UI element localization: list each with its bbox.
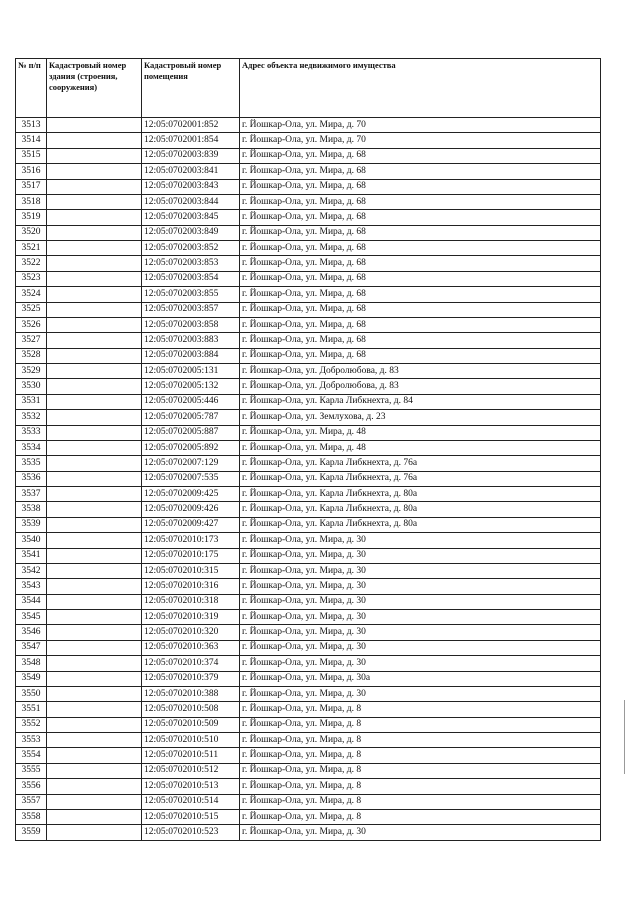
premises-cadastral-cell: 12:05:0702010:318 <box>142 594 240 609</box>
table-row <box>16 348 601 363</box>
building-cadastral-cell <box>47 656 142 671</box>
address-cell: г. Йошкар-Ола, ул. Добролюбова, д. 83 <box>240 379 601 394</box>
building-cadastral-cell <box>47 133 142 148</box>
row-number-cell: 3518 <box>16 194 47 209</box>
building-cadastral-cell <box>47 287 142 302</box>
scan-margin-mark <box>624 700 625 774</box>
row-number-cell: 3538 <box>16 502 47 517</box>
address-cell: г. Йошкар-Ола, ул. Мира, д. 68 <box>240 148 601 163</box>
row-number-cell: 3514 <box>16 133 47 148</box>
table-row <box>16 809 601 824</box>
table-row <box>16 487 601 502</box>
premises-cadastral-cell: 12:05:0702010:173 <box>142 533 240 548</box>
row-number-cell: 3531 <box>16 394 47 409</box>
table-row <box>16 625 601 640</box>
building-cadastral-cell <box>47 517 142 532</box>
premises-cadastral-cell: 12:05:0702010:315 <box>142 563 240 578</box>
table-row <box>16 456 601 471</box>
row-number-cell: 3557 <box>16 794 47 809</box>
row-number-cell: 3552 <box>16 717 47 732</box>
building-cadastral-cell <box>47 456 142 471</box>
building-cadastral-cell <box>47 702 142 717</box>
premises-cadastral-cell: 12:05:0702010:316 <box>142 579 240 594</box>
table-row <box>16 133 601 148</box>
row-number-cell: 3554 <box>16 748 47 763</box>
premises-cadastral-cell: 12:05:0702005:892 <box>142 440 240 455</box>
row-number-cell: 3521 <box>16 241 47 256</box>
address-cell: г. Йошкар-Ола, ул. Мира, д. 30 <box>240 533 601 548</box>
premises-cadastral-cell: 12:05:0702010:319 <box>142 610 240 625</box>
building-cadastral-cell <box>47 379 142 394</box>
address-cell: г. Йошкар-Ола, ул. Мира, д. 68 <box>240 333 601 348</box>
address-cell: г. Йошкар-Ола, ул. Мира, д. 8 <box>240 733 601 748</box>
building-cadastral-cell <box>47 179 142 194</box>
building-cadastral-cell <box>47 579 142 594</box>
address-cell: г. Йошкар-Ола, ул. Добролюбова, д. 83 <box>240 364 601 379</box>
address-cell: г. Йошкар-Ола, ул. Мира, д. 48 <box>240 425 601 440</box>
building-cadastral-cell <box>47 225 142 240</box>
property-register-table <box>15 58 601 841</box>
table-row <box>16 394 601 409</box>
premises-cadastral-cell: 12:05:0702003:854 <box>142 271 240 286</box>
premises-cadastral-cell: 12:05:0702005:446 <box>142 394 240 409</box>
building-cadastral-cell <box>47 733 142 748</box>
premises-cadastral-cell: 12:05:0702010:510 <box>142 733 240 748</box>
premises-cadastral-cell: 12:05:0702005:132 <box>142 379 240 394</box>
row-number-cell: 3556 <box>16 779 47 794</box>
address-cell: г. Йошкар-Ола, ул. Мира, д. 68 <box>240 302 601 317</box>
premises-cadastral-cell: 12:05:0702010:511 <box>142 748 240 763</box>
building-cadastral-cell <box>47 502 142 517</box>
row-number-cell: 3558 <box>16 809 47 824</box>
table-row <box>16 271 601 286</box>
building-cadastral-cell <box>47 594 142 609</box>
row-number-cell: 3544 <box>16 594 47 609</box>
building-cadastral-cell <box>47 256 142 271</box>
table-row <box>16 148 601 163</box>
header-property-address: Адрес объекта недвижимого имущества <box>240 59 601 118</box>
address-cell: г. Йошкар-Ола, ул. Мира, д. 30 <box>240 825 601 840</box>
row-number-cell: 3546 <box>16 625 47 640</box>
building-cadastral-cell <box>47 164 142 179</box>
row-number-cell: 3545 <box>16 610 47 625</box>
row-number-cell: 3551 <box>16 702 47 717</box>
building-cadastral-cell <box>47 302 142 317</box>
building-cadastral-cell <box>47 563 142 578</box>
header-row-number: № п/п <box>16 59 47 118</box>
table-row <box>16 579 601 594</box>
premises-cadastral-cell: 12:05:0702003:841 <box>142 164 240 179</box>
table-row <box>16 502 601 517</box>
premises-cadastral-cell: 12:05:0702010:374 <box>142 656 240 671</box>
building-cadastral-cell <box>47 717 142 732</box>
building-cadastral-cell <box>47 610 142 625</box>
address-cell: г. Йошкар-Ола, ул. Мира, д. 8 <box>240 794 601 809</box>
row-number-cell: 3541 <box>16 548 47 563</box>
address-cell: г. Йошкар-Ола, ул. Карла Либкнехта, д. 76а <box>240 471 601 486</box>
table-row <box>16 256 601 271</box>
table-row <box>16 302 601 317</box>
address-cell: г. Йошкар-Ола, ул. Карла Либкнехта, д. 80а <box>240 487 601 502</box>
table-row <box>16 686 601 701</box>
building-cadastral-cell <box>47 625 142 640</box>
premises-cadastral-cell: 12:05:0702010:379 <box>142 671 240 686</box>
header-building-cadastral-number: Кадастровый номер здания (строения, сооружения) <box>47 59 142 118</box>
address-cell: г. Йошкар-Ола, ул. Мира, д. 8 <box>240 779 601 794</box>
building-cadastral-cell <box>47 348 142 363</box>
building-cadastral-cell <box>47 825 142 840</box>
address-cell: г. Йошкар-Ола, ул. Карла Либкнехта, д. 80а <box>240 502 601 517</box>
table-row <box>16 118 601 133</box>
row-number-cell: 3532 <box>16 410 47 425</box>
address-cell: г. Йошкар-Ола, ул. Мира, д. 68 <box>240 287 601 302</box>
row-number-cell: 3522 <box>16 256 47 271</box>
premises-cadastral-cell: 12:05:0702003:844 <box>142 194 240 209</box>
premises-cadastral-cell: 12:05:0702003:858 <box>142 317 240 332</box>
row-number-cell: 3530 <box>16 379 47 394</box>
table-row <box>16 548 601 563</box>
premises-cadastral-cell: 12:05:0702010:512 <box>142 763 240 778</box>
row-number-cell: 3526 <box>16 317 47 332</box>
table-row <box>16 594 601 609</box>
premises-cadastral-cell: 12:05:0702010:508 <box>142 702 240 717</box>
premises-cadastral-cell: 12:05:0702003:884 <box>142 348 240 363</box>
premises-cadastral-cell: 12:05:0702005:887 <box>142 425 240 440</box>
table-row <box>16 656 601 671</box>
row-number-cell: 3536 <box>16 471 47 486</box>
premises-cadastral-cell: 12:05:0702005:787 <box>142 410 240 425</box>
building-cadastral-cell <box>47 640 142 655</box>
row-number-cell: 3537 <box>16 487 47 502</box>
address-cell: г. Йошкар-Ола, ул. Мира, д. 70 <box>240 118 601 133</box>
premises-cadastral-cell: 12:05:0702010:320 <box>142 625 240 640</box>
premises-cadastral-cell: 12:05:0702001:852 <box>142 118 240 133</box>
address-cell: г. Йошкар-Ола, ул. Мира, д. 30 <box>240 579 601 594</box>
table-header-row <box>16 59 601 118</box>
row-number-cell: 3534 <box>16 440 47 455</box>
row-number-cell: 3527 <box>16 333 47 348</box>
table-row <box>16 533 601 548</box>
table-row <box>16 317 601 332</box>
building-cadastral-cell <box>47 425 142 440</box>
address-cell: г. Йошкар-Ола, ул. Мира, д. 68 <box>240 210 601 225</box>
premises-cadastral-cell: 12:05:0702010:515 <box>142 809 240 824</box>
table-row <box>16 702 601 717</box>
premises-cadastral-cell: 12:05:0702007:129 <box>142 456 240 471</box>
premises-cadastral-cell: 12:05:0702009:427 <box>142 517 240 532</box>
building-cadastral-cell <box>47 364 142 379</box>
address-cell: г. Йошкар-Ола, ул. Карла Либкнехта, д. 80а <box>240 517 601 532</box>
premises-cadastral-cell: 12:05:0702010:513 <box>142 779 240 794</box>
address-cell: г. Йошкар-Ола, ул. Мира, д. 68 <box>240 194 601 209</box>
premises-cadastral-cell: 12:05:0702003:855 <box>142 287 240 302</box>
premises-cadastral-cell: 12:05:0702010:175 <box>142 548 240 563</box>
table-row <box>16 333 601 348</box>
table-row <box>16 179 601 194</box>
row-number-cell: 3525 <box>16 302 47 317</box>
address-cell: г. Йошкар-Ола, ул. Мира, д. 68 <box>240 164 601 179</box>
row-number-cell: 3553 <box>16 733 47 748</box>
building-cadastral-cell <box>47 394 142 409</box>
row-number-cell: 3519 <box>16 210 47 225</box>
table-row <box>16 471 601 486</box>
premises-cadastral-cell: 12:05:0702010:514 <box>142 794 240 809</box>
address-cell: г. Йошкар-Ола, ул. Землухова, д. 23 <box>240 410 601 425</box>
building-cadastral-cell <box>47 194 142 209</box>
table-row <box>16 748 601 763</box>
building-cadastral-cell <box>47 533 142 548</box>
row-number-cell: 3520 <box>16 225 47 240</box>
table-row <box>16 225 601 240</box>
premises-cadastral-cell: 12:05:0702003:857 <box>142 302 240 317</box>
table-body <box>16 118 601 841</box>
row-number-cell: 3543 <box>16 579 47 594</box>
row-number-cell: 3542 <box>16 563 47 578</box>
row-number-cell: 3533 <box>16 425 47 440</box>
table-row <box>16 794 601 809</box>
table-row <box>16 364 601 379</box>
address-cell: г. Йошкар-Ола, ул. Мира, д. 30а <box>240 671 601 686</box>
address-cell: г. Йошкар-Ола, ул. Карла Либкнехта, д. 76а <box>240 456 601 471</box>
row-number-cell: 3528 <box>16 348 47 363</box>
table-row <box>16 825 601 840</box>
table-row <box>16 733 601 748</box>
address-cell: г. Йошкар-Ола, ул. Мира, д. 8 <box>240 702 601 717</box>
row-number-cell: 3523 <box>16 271 47 286</box>
premises-cadastral-cell: 12:05:0702009:425 <box>142 487 240 502</box>
building-cadastral-cell <box>47 671 142 686</box>
table-row <box>16 779 601 794</box>
table-row <box>16 440 601 455</box>
address-cell: г. Йошкар-Ола, ул. Мира, д. 70 <box>240 133 601 148</box>
table-row <box>16 287 601 302</box>
building-cadastral-cell <box>47 271 142 286</box>
building-cadastral-cell <box>47 118 142 133</box>
row-number-cell: 3516 <box>16 164 47 179</box>
address-cell: г. Йошкар-Ола, ул. Мира, д. 8 <box>240 763 601 778</box>
premises-cadastral-cell: 12:05:0702010:363 <box>142 640 240 655</box>
building-cadastral-cell <box>47 548 142 563</box>
address-cell: г. Йошкар-Ола, ул. Мира, д. 30 <box>240 640 601 655</box>
address-cell: г. Йошкар-Ола, ул. Мира, д. 68 <box>240 179 601 194</box>
row-number-cell: 3548 <box>16 656 47 671</box>
table-row <box>16 425 601 440</box>
address-cell: г. Йошкар-Ола, ул. Мира, д. 30 <box>240 625 601 640</box>
building-cadastral-cell <box>47 410 142 425</box>
table-row <box>16 671 601 686</box>
table-row <box>16 241 601 256</box>
address-cell: г. Йошкар-Ола, ул. Мира, д. 8 <box>240 717 601 732</box>
row-number-cell: 3539 <box>16 517 47 532</box>
address-cell: г. Йошкар-Ола, ул. Мира, д. 68 <box>240 317 601 332</box>
table-row <box>16 717 601 732</box>
address-cell: г. Йошкар-Ола, ул. Мира, д. 68 <box>240 256 601 271</box>
premises-cadastral-cell: 12:05:0702003:853 <box>142 256 240 271</box>
address-cell: г. Йошкар-Ола, ул. Мира, д. 68 <box>240 271 601 286</box>
address-cell: г. Йошкар-Ола, ул. Мира, д. 30 <box>240 548 601 563</box>
premises-cadastral-cell: 12:05:0702003:849 <box>142 225 240 240</box>
row-number-cell: 3524 <box>16 287 47 302</box>
address-cell: г. Йошкар-Ола, ул. Мира, д. 68 <box>240 348 601 363</box>
building-cadastral-cell <box>47 748 142 763</box>
address-cell: г. Йошкар-Ола, ул. Мира, д. 30 <box>240 656 601 671</box>
building-cadastral-cell <box>47 210 142 225</box>
building-cadastral-cell <box>47 809 142 824</box>
row-number-cell: 3549 <box>16 671 47 686</box>
table-row <box>16 610 601 625</box>
address-cell: г. Йошкар-Ола, ул. Мира, д. 48 <box>240 440 601 455</box>
premises-cadastral-cell: 12:05:0702003:883 <box>142 333 240 348</box>
building-cadastral-cell <box>47 148 142 163</box>
table-row <box>16 210 601 225</box>
premises-cadastral-cell: 12:05:0702009:426 <box>142 502 240 517</box>
table-row <box>16 379 601 394</box>
premises-cadastral-cell: 12:05:0702007:535 <box>142 471 240 486</box>
row-number-cell: 3513 <box>16 118 47 133</box>
building-cadastral-cell <box>47 440 142 455</box>
address-cell: г. Йошкар-Ола, ул. Мира, д. 8 <box>240 748 601 763</box>
premises-cadastral-cell: 12:05:0702003:839 <box>142 148 240 163</box>
premises-cadastral-cell: 12:05:0702003:845 <box>142 210 240 225</box>
table-row <box>16 410 601 425</box>
row-number-cell: 3540 <box>16 533 47 548</box>
premises-cadastral-cell: 12:05:0702005:131 <box>142 364 240 379</box>
table-row <box>16 563 601 578</box>
address-cell: г. Йошкар-Ола, ул. Мира, д. 30 <box>240 563 601 578</box>
premises-cadastral-cell: 12:05:0702010:523 <box>142 825 240 840</box>
table-row <box>16 640 601 655</box>
building-cadastral-cell <box>47 241 142 256</box>
row-number-cell: 3559 <box>16 825 47 840</box>
address-cell: г. Йошкар-Ола, ул. Мира, д. 68 <box>240 241 601 256</box>
header-premises-cadastral-number: Кадастровый номер помещения <box>142 59 240 118</box>
building-cadastral-cell <box>47 317 142 332</box>
building-cadastral-cell <box>47 779 142 794</box>
building-cadastral-cell <box>47 794 142 809</box>
table-row <box>16 194 601 209</box>
premises-cadastral-cell: 12:05:0702010:388 <box>142 686 240 701</box>
row-number-cell: 3555 <box>16 763 47 778</box>
row-number-cell: 3550 <box>16 686 47 701</box>
premises-cadastral-cell: 12:05:0702001:854 <box>142 133 240 148</box>
address-cell: г. Йошкар-Ола, ул. Мира, д. 30 <box>240 594 601 609</box>
address-cell: г. Йошкар-Ола, ул. Мира, д. 68 <box>240 225 601 240</box>
row-number-cell: 3517 <box>16 179 47 194</box>
address-cell: г. Йошкар-Ола, ул. Мира, д. 30 <box>240 610 601 625</box>
address-cell: г. Йошкар-Ола, ул. Мира, д. 8 <box>240 809 601 824</box>
premises-cadastral-cell: 12:05:0702003:843 <box>142 179 240 194</box>
row-number-cell: 3529 <box>16 364 47 379</box>
table-row <box>16 517 601 532</box>
address-cell: г. Йошкар-Ола, ул. Мира, д. 30 <box>240 686 601 701</box>
building-cadastral-cell <box>47 471 142 486</box>
building-cadastral-cell <box>47 686 142 701</box>
table-row <box>16 763 601 778</box>
building-cadastral-cell <box>47 487 142 502</box>
premises-cadastral-cell: 12:05:0702003:852 <box>142 241 240 256</box>
premises-cadastral-cell: 12:05:0702010:509 <box>142 717 240 732</box>
address-cell: г. Йошкар-Ола, ул. Карла Либкнехта, д. 84 <box>240 394 601 409</box>
building-cadastral-cell <box>47 333 142 348</box>
row-number-cell: 3547 <box>16 640 47 655</box>
row-number-cell: 3515 <box>16 148 47 163</box>
row-number-cell: 3535 <box>16 456 47 471</box>
table-row <box>16 164 601 179</box>
building-cadastral-cell <box>47 763 142 778</box>
